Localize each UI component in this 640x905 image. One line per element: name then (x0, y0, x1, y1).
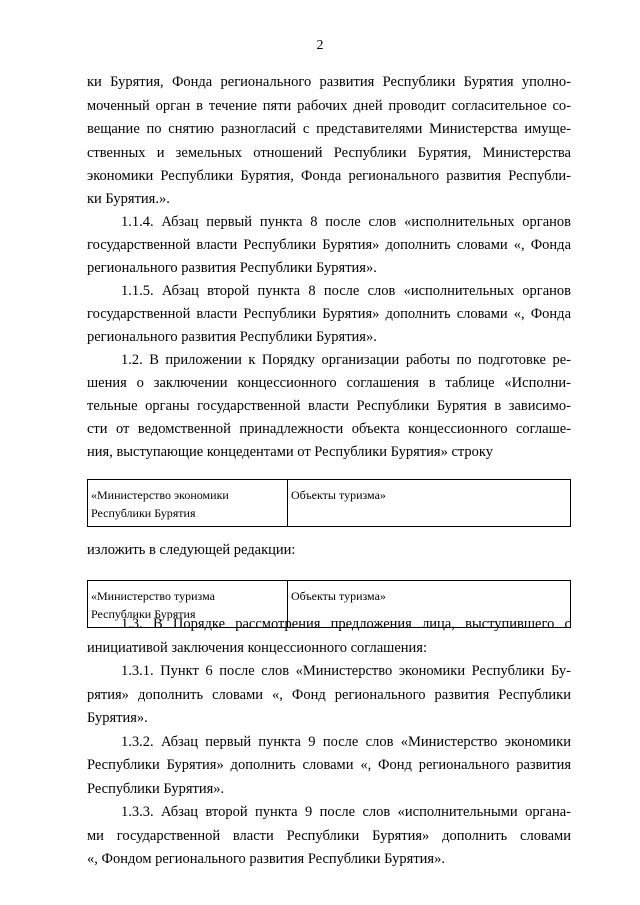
text-line: 1.1.4. Абзац первый пункта 8 после слов «исполнительных органов (121, 214, 571, 230)
cell-text: Объекты туризма» (291, 488, 386, 502)
table-cell-objects (288, 480, 571, 527)
text-line: рятия» дополнить словами «, Фонд регионального развития Республики (87, 686, 571, 703)
text-line: государственной власти Республики Бурятия» дополнить словами «, Фонда (87, 306, 571, 322)
text-line: 1.1.5. Абзац второй пункта 8 после слов «исполнительных органов (121, 283, 571, 299)
text-line: 1.2. В приложении к Порядку организации работы по подготовке ре- (121, 352, 571, 368)
text-line: 1.3. В Порядке рассмотрения предложения лица, выступившего с (121, 616, 571, 632)
cell-text: Республики Бурятия (91, 607, 196, 621)
text-line: 1.3.3. Абзац второй пункта 9 после слов «исполнительными органа- (121, 804, 571, 820)
text-line: регионального развития Республики Бурятия». (87, 260, 377, 276)
table-old-row (87, 479, 571, 527)
text-line: ственных и земельных отношений Республики Бурятия, Министерства (87, 145, 571, 161)
text-line: государственной власти Республики Бурятия» дополнить словами «, Фонда (87, 237, 571, 253)
text-line: инициативой заключения концессионного соглашения: (87, 639, 427, 656)
text-line: Бурятия». (87, 710, 148, 726)
text-line: ки Бурятия, Фонда регионального развития Республики Бурятия уполно- (87, 74, 571, 90)
cell-text: «Министерство экономики (91, 488, 229, 502)
text-line: Республики Бурятия». (87, 780, 225, 797)
cell-text: «Министерство туризма (91, 589, 215, 603)
text-line: 1.3.2. Абзац первый пункта 9 после слов «Министерство экономики (121, 733, 571, 750)
text-line: ми государственной власти Республики Бурятия» дополнить словами (87, 827, 571, 844)
cell-text: Объекты туризма» (291, 589, 386, 603)
text-line: «, Фондом регионального развития Республики Бурятия». (87, 851, 445, 867)
page-number: 2 (316, 38, 324, 53)
text-line: 1.3.1. Пункт 6 после слов «Министерство экономики Республики Бу- (121, 663, 571, 679)
text-line: изложить в следующей редакции: (87, 542, 296, 558)
cell-text: Республики Бурятия (91, 506, 196, 520)
text-line: ки Бурятия.». (87, 191, 170, 207)
text-line: шения о заключении концессионного соглашения в таблице «Исполни- (87, 375, 571, 391)
text-line: тельные органы государственной власти Республики Бурятия в зависимо- (87, 398, 571, 414)
text-line: экономики Республики Бурятия, Фонда регионального развития Республи- (87, 168, 571, 184)
text-line: сти от ведомственной принадлежности объекта концессионного соглаше- (87, 421, 571, 437)
text-line: ния, выступающие концедентами от Республики Бурятия» строку (87, 444, 493, 460)
table-row (88, 480, 571, 527)
text-line: Республики Бурятия» дополнить словами «, Фонд регионального развития (87, 757, 571, 773)
text-line: вещание по снятию разногласий с представителями Министерства имуще- (87, 121, 571, 137)
text-line: моченный орган в течение пяти рабочих дней проводит согласительное со- (87, 98, 571, 114)
table-cell-ministry (88, 480, 288, 527)
text-line: регионального развития Республики Бурятия». (87, 329, 377, 345)
